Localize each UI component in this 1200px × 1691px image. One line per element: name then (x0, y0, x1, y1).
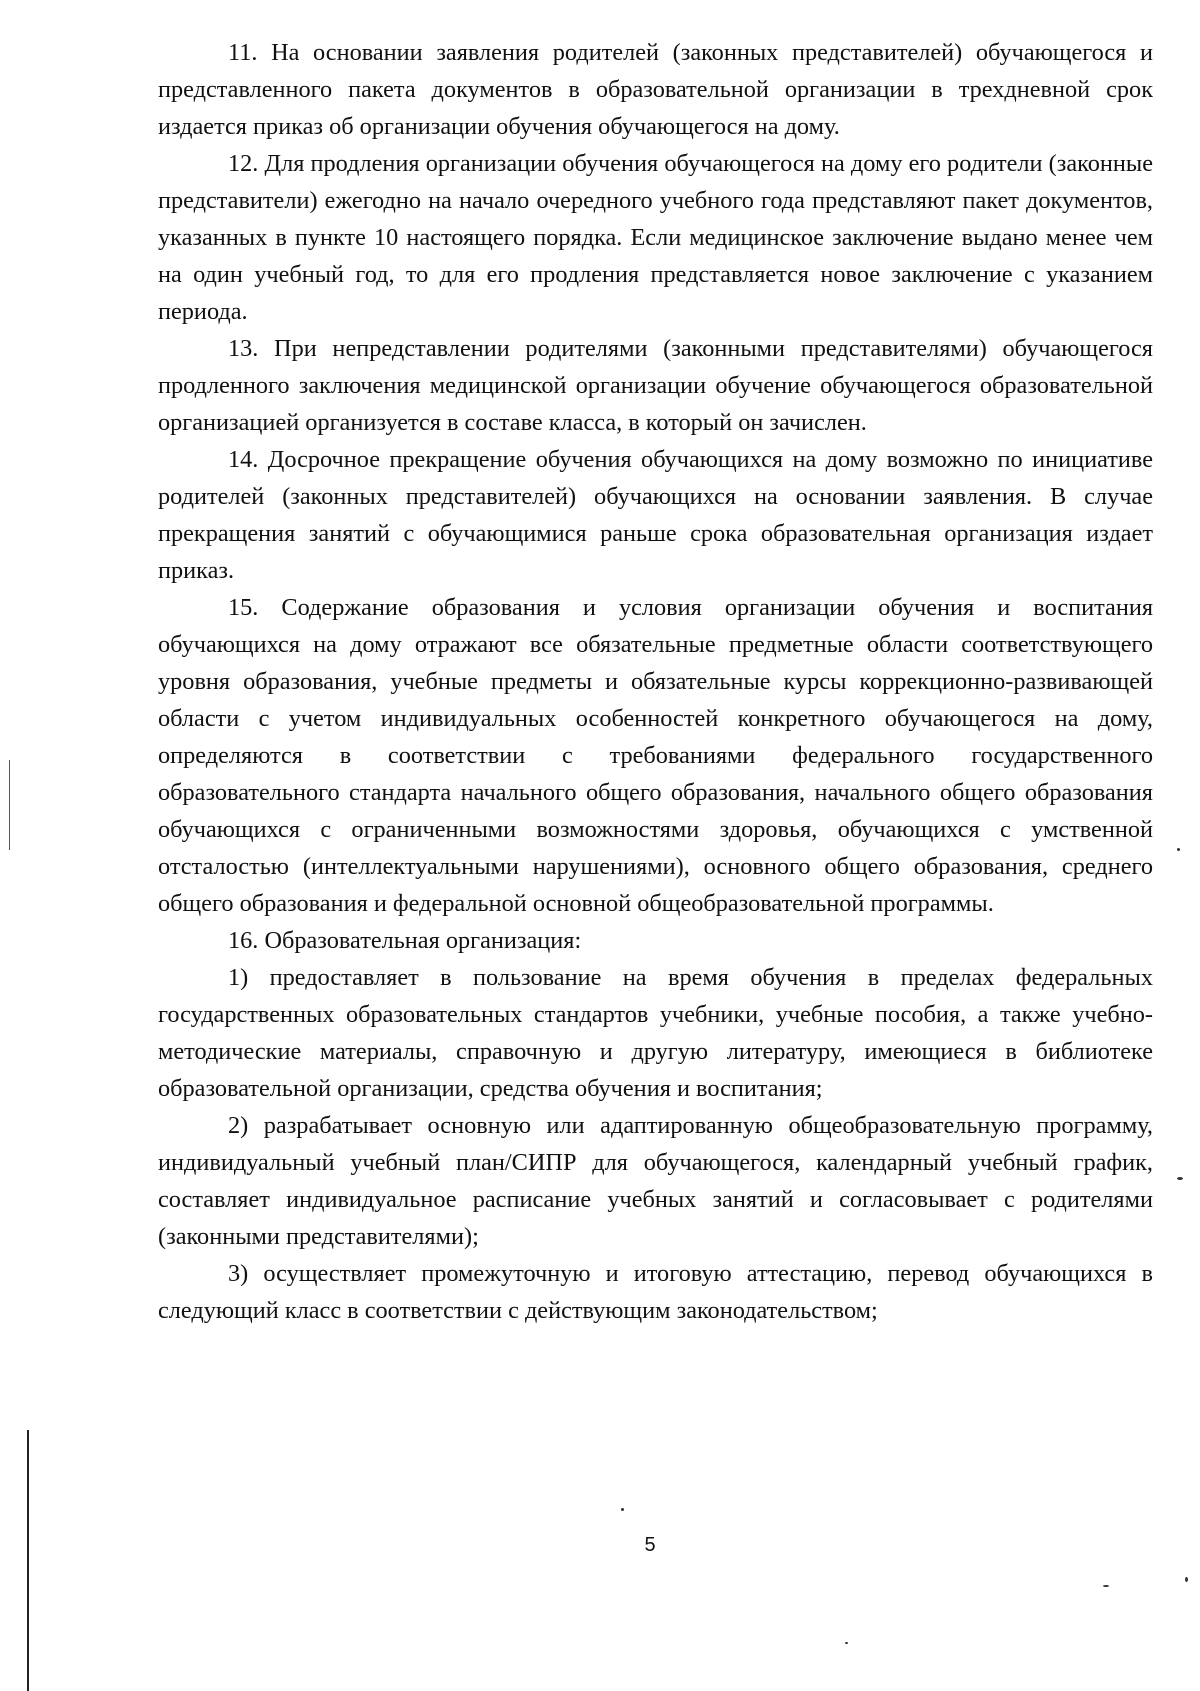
paragraph-12: 12. Для продления организации обучения обучающегося на дому его родители (законные представители) ежегодно на начало очередного учебного года представляют пакет документов, указанных в пункте 10 настоящего порядка. Если медицинское заключение выдано менее чем на один учебный год, то для его продления представляется новое заключение с указанием периода. (158, 150, 1153, 325)
list-item-1: 1) предоставляет в пользование на время обучения в пределах федеральных государственных образовательных стандартов учебники, учебные пособия, а также учебно-методические материалы, справочную и другую литературу, имеющиеся в библиотеке образовательной организации, средства обучения и воспитания; (158, 964, 1153, 1102)
scan-speck (621, 1508, 624, 1511)
page-number: 5 (644, 1534, 656, 1556)
paragraph-11: 11. На основании заявления родителей (законных представителей) обучающегося и представленного пакета документов в образовательной организации в трехдневной срок издается приказ об организации обучения обучающегося на дому. (158, 39, 1153, 140)
scan-speck (1185, 1577, 1188, 1582)
document-body (158, 34, 1153, 1329)
list-item-3: 3) осуществляет промежуточную и итоговую аттестацию, перевод обучающихся в следующий класс в соответствии с действующим законодательством; (158, 1260, 1153, 1324)
list-item-2: 2) разрабатывает основную или адаптированную общеобразовательную программу, индивидуальный учебный план/СИПР для обучающегося, календарный учебный график, составляет индивидуальное расписание учебных занятий и согласовывает с родителями (законными представителями); (158, 1112, 1153, 1250)
scan-speck (845, 1642, 848, 1644)
paragraph-15: 15. Содержание образования и условия организации обучения и воспитания обучающихся на дому отражают все обязательные предметные области соответствующего уровня образования, учебные предметы и обязательные курсы коррекционно-развивающей области с учетом индивидуальных особенностей конкретного обучающегося на дому, определяются в соответствии с требованиями федерального государственного образовательного стандарта начального общего образования, начального общего образования обучающихся с ограниченными возможностями здоровья, обучающихся с умственной отсталостью (интеллектуальными нарушениями), основного общего образования, среднего общего образования и федеральной основной общеобразовательной программы. (158, 594, 1153, 917)
paragraph-14: 14. Досрочное прекращение обучения обучающихся на дому возможно по инициативе родителей (законных представителей) обучающихся на основании заявления. В случае прекращения занятий с обучающимися раньше срока образовательная организация издает приказ. (158, 446, 1153, 584)
scan-edge-line (27, 1430, 29, 1691)
scan-edge-line-short (9, 760, 10, 850)
scan-speck (1103, 1585, 1109, 1587)
scan-speck (1177, 1177, 1183, 1180)
scan-speck (1177, 848, 1180, 851)
paragraph-16-heading: 16. Образовательная организация: (228, 927, 582, 954)
paragraph-13: 13. При непредставлении родителями (законными представителями) обучающегося продленного заключения медицинской организации обучение обучающегося образовательной организацией организуется в составе класса, в который он зачислен. (158, 335, 1153, 436)
